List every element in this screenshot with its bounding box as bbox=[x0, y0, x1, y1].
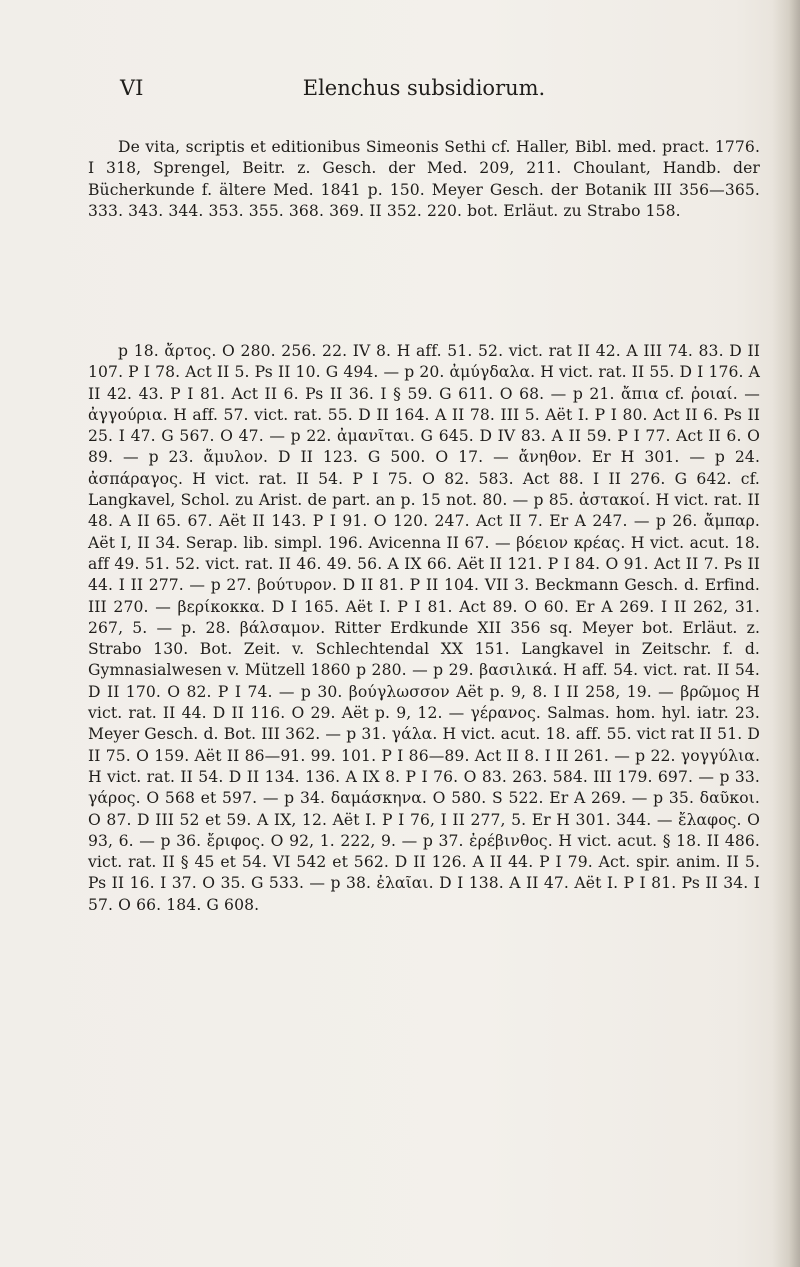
paragraph-text: p 18. ἄρτος. O 280. 256. 22. IV 8. H aff. 51. 52. vict. rat II 42. A III 74. 83. D II 107. P I 78. Act II 5. Ps II 10. G 494. — p 20. ἀμύγδαλα. H vict. rat. II 55. D I 176. A II 42. 43. P I 81. Act II 6. Ps II 36. I § 59. G 611. O 68. — p 21. ἄπια cf. ῥοιαί. — ἀγγούρια. H aff. 57. vict. rat. 55. D II 164. A II 78. III 5. Aët I. P I 80. Act II 6. Ps II 25. I 47. G 567. O 47. — p 22. ἀμανῖται. G 645. D IV 83. A II 59. P I 77. Act II 6. O 89. — p 23. ἄμυλον. D II 123. G 500. O 17. — ἄνηθον. Er H 301. — p 24. ἀσπάραγος. H vict. rat. II 54. P I 75. O 82. 583. Act 88. I II 276. G 642. cf. Langkavel, Schol. zu Arist. de part. an p. 15 not. 80. — p 85. ἀστακοί. H vict. rat. II 48. A II 65. 67. Aët II 143. P I 91. O 120. 247. Act II 7. Er A 247. — p 26. ἄμπαρ. Aët I, II 34. Serap. lib. simpl. 196. Avicenna II 67. — βόειον κρέας. H vict. acut. 18. aff 49. 51. 52. vict. rat. II 46. 49. 56. A IX 66. Aët II 121. P I 84. O 91. Act II 7. Ps II 44. I II 277. — p 27. βούτυρον. D II 81. P II 104. VII 3. Beckmann Gesch. d. Erfind. III 270. — βερίκοκκα. D I 165. Aët I. P I 81. Act 89. O 60. Er A 269. I II 262, 31. 267, 5. — p. 28. βάλσαμον. Ritter Erdkunde XII 356 sq. Meyer bot. Erläut. z. Strabo 130. Bot. Zeit. v. Schlechtendal XX 151. Langkavel in Zeitschr. f. d. Gymnasialwesen v. Mützell 1860 p 280. — p 29. βασιλικά. H aff. 54. vict. rat. II 54. D II 170. O 82. P I 74. — p 30. βούγλωσσον Aët p. 9, 8. I II 258, 19. — βρῶμος H vict. rat. II 44. D II 116. O 29. Aët p. 9, 12. — γέρανος. Salmas. hom. hyl. iatr. 23. Meyer Gesch. d. Bot. III 362. — p 31. γάλα. H vict. acut. 18. aff. 55. vict rat II 51. D II 75. O 159. Aët II 86—91. 99. 101. P I 86—89. Act II 8. I II 261. — p 22. γογγύλια. H vict. rat. II 54. D II 134. 136. A IX 8. P I 76. O 83. 263. 584. III 179. 697. — p 33. γάρος. O 568 et 597. — p 34. δαμάσκηνα. O 580. S 522. Er A 269. — p 35. δαῦκοι. O 87. D III 52 et 59. A IX, 12. Aët I. P I 76, I II 277, 5. Er H 301. 344. — ἔλαφος. O 93, 6. — p 36. ἔριφος. O 92, 1. 222, 9. — p 37. ἐρέβινθος. H vict. acut. § 18. II 486. vict. rat. II § 45 et 54. VI 542 et 562. D II 126. A II 44. P I 79. Act. spir. anim. II 5. Ps II 16. I 37. O 35. G 533. — p 38. ἐλαῖαι. D I 138. A II 47. Aët I. P I 81. Ps II 34. I 57. O 66. 184. G 608. bbox=[88, 342, 760, 914]
index-paragraph bbox=[88, 341, 760, 916]
page-number: VI bbox=[120, 76, 144, 100]
intro-paragraph bbox=[88, 137, 760, 222]
page-gutter-shadow bbox=[772, 0, 800, 1267]
paragraph-text: De vita, scriptis et editionibus Simeonis Sethi cf. Haller, Bibl. med. pract. 1776. I 318, Sprengel, Beitr. z. Gesch. der Med. 209, 211. Choulant, Handb. der Bücherkunde f. ältere Med. 1841 p. 150. Meyer Gesch. der Botanik III 356—365. 333. 343. 344. 353. 355. 368. 369. II 352. 220. bot. Erläut. zu Strabo 158. bbox=[88, 138, 760, 220]
page-header bbox=[120, 76, 728, 106]
running-title: Elenchus subsidiorum. bbox=[302, 76, 546, 100]
